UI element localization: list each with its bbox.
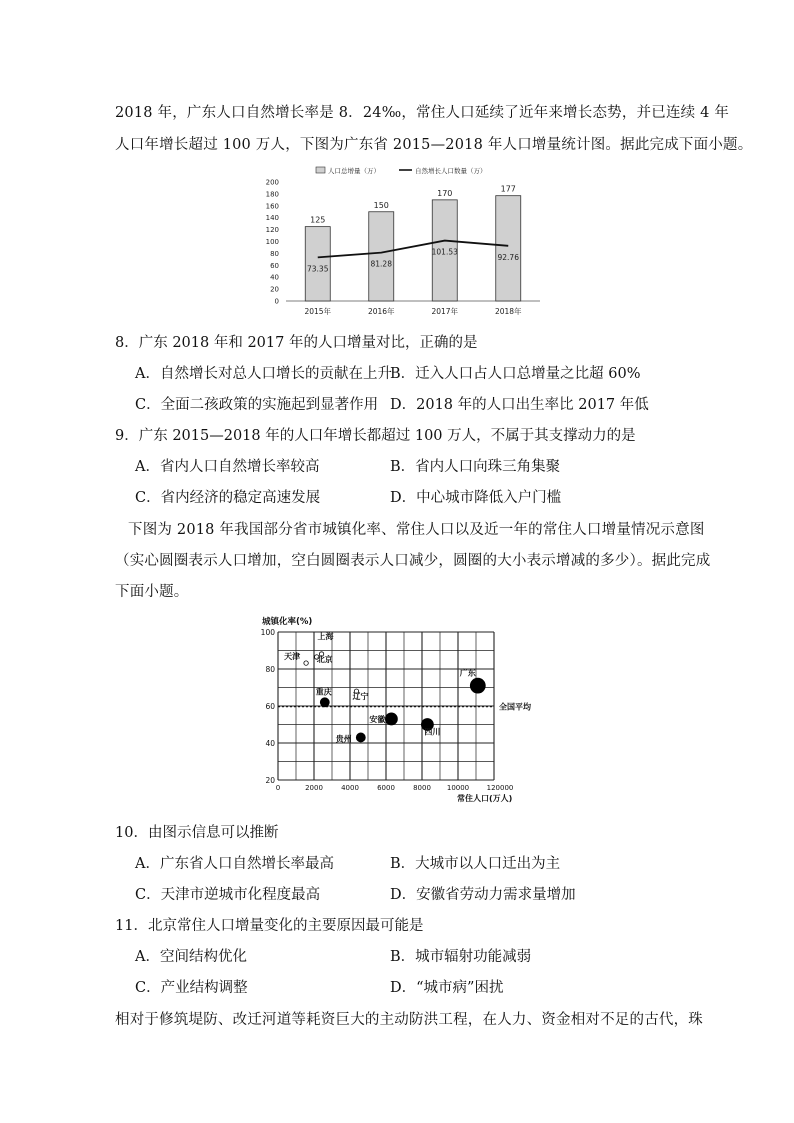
y-tick-label: 80 <box>270 249 279 258</box>
question-8-stem: 8．广东 2018 年和 2017 年的人口增量对比，正确的是 <box>115 335 478 351</box>
q11-option-d: D．“城市病”困扰 <box>390 980 504 996</box>
x-tick-label: 2017年 <box>431 307 459 316</box>
line-value-label: 81.28 <box>370 259 392 269</box>
bar-value-label: 125 <box>310 215 326 225</box>
national-average-label: 全国平均 <box>499 702 531 712</box>
y-tick-label: 40 <box>265 739 275 748</box>
y-tick-label: 200 <box>265 178 279 187</box>
legend-bar-swatch <box>316 167 325 173</box>
line-value-label: 92.76 <box>497 252 519 262</box>
x-tick-label: 2000 <box>305 784 323 792</box>
point-label: 辽宁 <box>352 692 369 702</box>
q9-option-d: D．中心城市降低入户门槛 <box>390 490 562 506</box>
y-tick-label: 0 <box>274 297 279 306</box>
q9-option-b: B．省内人口向珠三角集聚 <box>390 459 561 475</box>
q10-option-a: A．广东省人口自然增长率最高 <box>135 856 334 872</box>
bar-value-label: 170 <box>437 188 453 198</box>
bar <box>369 212 394 301</box>
q8-option-c: C．全面二孩政策的实施起到显著作用 <box>135 397 379 413</box>
q10-option-b: B．大城市以人口迁出为主 <box>390 856 561 872</box>
q9-option-c: C．省内经济的稳定高速发展 <box>135 490 321 506</box>
outro-line-1: 相对于修筑堤防、改迁河道等耗资巨大的主动防洪工程，在人力、资金相对不足的古代，珠 <box>115 1012 703 1028</box>
bar-value-label: 177 <box>500 184 516 194</box>
x-tick-label: 120000 <box>486 784 514 792</box>
y-tick-label: 60 <box>265 702 275 711</box>
y-tick-label: 40 <box>270 273 279 282</box>
x-tick-label: 2018年 <box>494 307 522 316</box>
q11-option-c: C．产业结构调整 <box>135 980 248 996</box>
population-increment-chart <box>262 160 544 322</box>
point-天津 <box>304 661 308 665</box>
q10-option-c: C．天津市逆城市化程度最高 <box>135 887 321 903</box>
point-广东 <box>470 678 485 693</box>
point-label: 天津 <box>284 652 301 662</box>
x-tick-label: 0 <box>275 784 281 792</box>
intro-2-line-3: 下面小题。 <box>115 584 189 600</box>
point-label: 贵州 <box>335 734 352 744</box>
point-label: 广东 <box>459 668 476 678</box>
q10-option-d: D．安徽省劳动力需求量增加 <box>390 887 576 903</box>
point-label: 安徽 <box>369 714 386 724</box>
question-10-stem: 10．由图示信息可以推断 <box>115 825 279 841</box>
point-label: 四川 <box>424 727 441 737</box>
q8-option-a: A．自然增长对总人口增长的贡献在上升 <box>135 366 392 382</box>
y-tick-label: 140 <box>265 214 279 223</box>
y-tick-label: 120 <box>265 226 279 235</box>
y-axis-title: 城镇化率(%) <box>262 617 313 627</box>
question-9-stem: 9．广东 2015—2018 年的人口年增长都超过 100 万人，不属于其支撑动力的是 <box>115 428 636 444</box>
x-tick-label: 2016年 <box>367 307 395 316</box>
point-label: 重庆 <box>315 687 332 697</box>
intro-1-line-1: 2018 年，广东人口自然增长率是 8．24‰，常住人口延续了近年来增长态势，并已连续 4 年 <box>115 105 730 121</box>
q9-option-a: A．省内人口自然增长率较高 <box>135 459 320 475</box>
x-tick-label: 2015年 <box>304 307 332 316</box>
x-tick-label: 10000 <box>446 784 470 792</box>
x-tick-label: 8000 <box>413 784 431 792</box>
question-11-stem: 11．北京常住人口增量变化的主要原因最可能是 <box>115 918 424 934</box>
urbanization-scatter-chart <box>250 612 560 812</box>
y-tick-label: 60 <box>270 261 279 270</box>
line-value-label: 101.53 <box>431 247 458 257</box>
y-tick-label: 180 <box>265 190 279 199</box>
point-安徽 <box>385 713 397 725</box>
q8-option-d: D．2018 年的人口出生率比 2017 年低 <box>390 397 649 413</box>
legend-line-label: 自然增长人口数量（万） <box>415 167 487 175</box>
q8-option-b: B．迁入人口占人口总增量之比超 60% <box>390 366 641 382</box>
x-tick-label: 4000 <box>341 784 359 792</box>
x-tick-label: 6000 <box>377 784 395 792</box>
q11-option-b: B．城市辐射功能减弱 <box>390 949 532 965</box>
intro-2-line-2: （实心圆圈表示人口增加，空白圆圈表示人口减少，圆圈的大小表示增减的多少）。据此完成 <box>115 553 711 569</box>
legend-bar-label: 人口总增量（万） <box>328 167 380 175</box>
y-tick-label: 20 <box>265 776 275 785</box>
line-value-label: 73.35 <box>307 264 329 274</box>
y-tick-label: 80 <box>265 665 275 674</box>
bar-value-label: 150 <box>373 200 389 210</box>
point-label: 北京 <box>316 654 333 664</box>
point-贵州 <box>356 733 365 742</box>
y-tick-label: 100 <box>260 628 275 637</box>
bar <box>496 196 521 301</box>
natural-growth-line <box>318 241 509 258</box>
intro-2-line-1: 下图为 2018 年我国部分省市城镇化率、常住人口以及近一年的常住人口增量情况示意图 <box>128 522 705 538</box>
y-tick-label: 20 <box>270 285 279 294</box>
x-axis-title: 常住人口(万人) <box>457 794 513 803</box>
y-tick-label: 100 <box>265 238 279 246</box>
point-重庆 <box>320 698 329 707</box>
intro-1-line-2: 人口年增长超过 100 万人，下图为广东省 2015—2018 年人口增量统计图。据此完成下面小题。 <box>115 137 753 153</box>
y-tick-label: 160 <box>265 202 279 211</box>
q11-option-a: A．空间结构优化 <box>135 949 247 965</box>
point-label: 上海 <box>317 632 334 642</box>
